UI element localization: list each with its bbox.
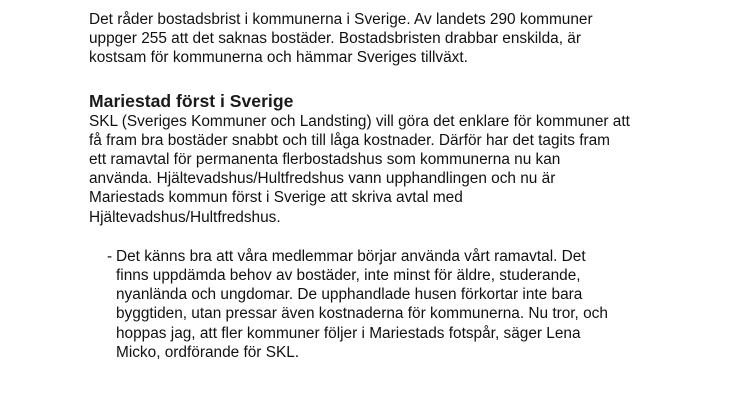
list-dash-marker: -: [107, 247, 113, 265]
quote-line: Det känns bra att våra medlemmar börjar använda vårt ramavtal. Det: [116, 247, 586, 265]
section-line: få fram bra bostäder snabbt och till låga kostnader. Därför har det tagits fram: [89, 131, 610, 149]
intro-line: kostsam för kommunerna och hämmar Sveriges tillväxt.: [89, 49, 468, 67]
quote-line: nyanlända och ungdomar. De upphandlade husen förkortar inte bara: [116, 286, 583, 304]
section-line: SKL (Sveriges Kommuner och Landsting) vill göra det enklare för kommuner att: [89, 112, 630, 130]
section-line: använda. Hjältevadshus/Hultfredshus vann upphandlingen och nu är: [89, 170, 556, 188]
section-line: Mariestads kommun först i Sverige att skriva avtal med: [89, 189, 463, 207]
intro-paragraph: [89, 10, 669, 68]
section-heading: Mariestad först i Sverige: [89, 90, 294, 111]
quote-line: Micko, ordförande för SKL.: [116, 343, 300, 361]
intro-line: Det råder bostadsbrist i kommunerna i Sverige. Av landets 290 kommuner: [89, 11, 593, 28]
quote-line: byggtiden, utan pressar även kostnaderna för kommunerna. Nu tror, och: [116, 305, 608, 323]
quote-line: finns uppdämda behov av bostäder, inte minst för äldre, studerande,: [116, 267, 581, 285]
section-line: ett ramavtal för permanenta flerbostadshus som kommunerna nu kan: [89, 151, 561, 169]
intro-line: uppger 255 att det saknas bostäder. Bostadsbristen drabbar enskilda, är: [89, 30, 581, 48]
section-paragraph: [89, 112, 669, 227]
quote-paragraph: [116, 247, 669, 362]
document-page: [89, 10, 669, 362]
quote-line: hoppas jag, att fler kommuner följer i Mariestads fotspår, säger Lena: [116, 324, 581, 342]
section-line: Hjältevadshus/Hultfredshus.: [89, 208, 281, 226]
quote-list-item: [89, 247, 669, 362]
